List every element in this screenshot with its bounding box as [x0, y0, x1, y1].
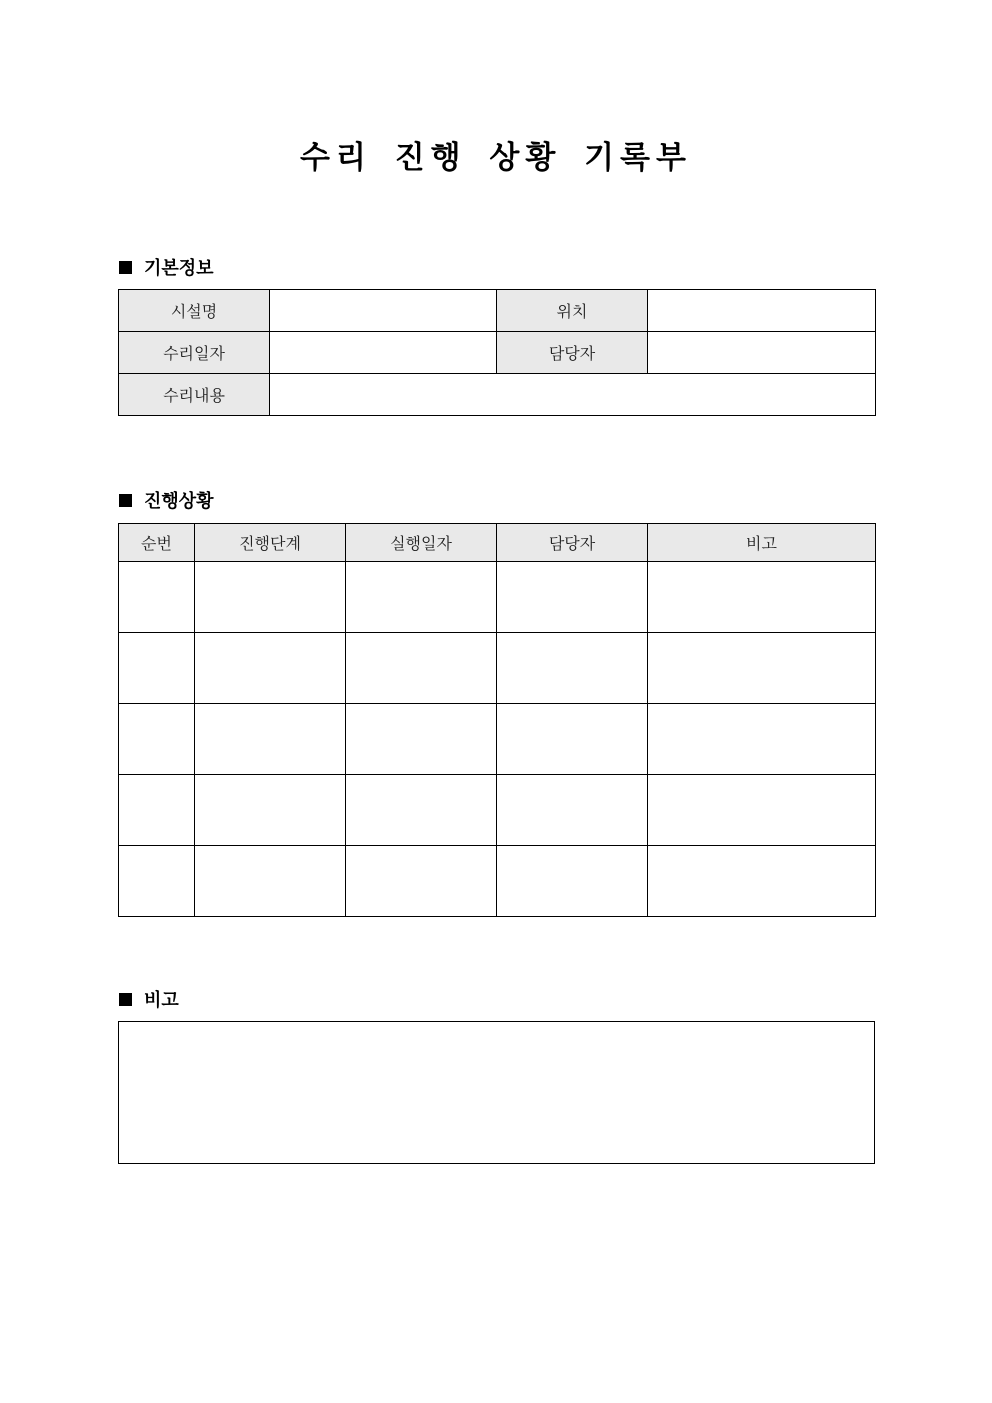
progress-table [118, 523, 876, 917]
cell-seq[interactable] [119, 633, 195, 704]
cell-date[interactable] [346, 562, 497, 633]
document-title: 수리 진행 상황 기록부 [300, 140, 692, 176]
cell-manager[interactable] [497, 633, 648, 704]
facility-name-field[interactable] [270, 290, 497, 332]
cell-remarks[interactable] [648, 633, 876, 704]
table-row [119, 633, 876, 704]
table-row [119, 846, 876, 917]
cell-stage[interactable] [195, 846, 346, 917]
cell-manager[interactable] [497, 704, 648, 775]
cell-stage[interactable] [195, 704, 346, 775]
repair-date-label: 수리일자 [119, 332, 270, 374]
table-row [119, 374, 876, 416]
cell-stage[interactable] [195, 633, 346, 704]
table-row [119, 704, 876, 775]
cell-date[interactable] [346, 704, 497, 775]
cell-date[interactable] [346, 846, 497, 917]
cell-remarks[interactable] [648, 846, 876, 917]
section-heading-progress [119, 487, 214, 513]
section-heading-label: 진행상황 [144, 491, 214, 512]
cell-seq[interactable] [119, 704, 195, 775]
column-header-seq: 순번 [119, 524, 195, 562]
cell-manager[interactable] [497, 562, 648, 633]
table-row [119, 562, 876, 633]
cell-manager[interactable] [497, 846, 648, 917]
square-bullet-icon [119, 993, 132, 1006]
cell-remarks[interactable] [648, 562, 876, 633]
square-bullet-icon [119, 494, 132, 507]
cell-date[interactable] [346, 633, 497, 704]
cell-seq[interactable] [119, 846, 195, 917]
location-label: 위치 [497, 290, 648, 332]
section-heading-remarks [119, 986, 179, 1012]
section-heading-label: 비고 [144, 990, 179, 1011]
cell-manager[interactable] [497, 775, 648, 846]
table-row [119, 332, 876, 374]
table-header-row [119, 524, 876, 562]
cell-seq[interactable] [119, 562, 195, 633]
location-field[interactable] [648, 290, 876, 332]
facility-name-label: 시설명 [119, 290, 270, 332]
cell-remarks[interactable] [648, 775, 876, 846]
repair-date-field[interactable] [270, 332, 497, 374]
cell-remarks[interactable] [648, 704, 876, 775]
square-bullet-icon [119, 261, 132, 274]
cell-date[interactable] [346, 775, 497, 846]
repair-details-label: 수리내용 [119, 374, 270, 416]
table-row [119, 775, 876, 846]
cell-seq[interactable] [119, 775, 195, 846]
column-header-remarks: 비고 [648, 524, 876, 562]
cell-stage[interactable] [195, 775, 346, 846]
cell-stage[interactable] [195, 562, 346, 633]
manager-label: 담당자 [497, 332, 648, 374]
column-header-manager: 담당자 [497, 524, 648, 562]
manager-field[interactable] [648, 332, 876, 374]
section-heading-basic-info [119, 254, 214, 280]
remarks-field[interactable] [118, 1021, 875, 1164]
table-row [119, 290, 876, 332]
column-header-date: 실행일자 [346, 524, 497, 562]
column-header-stage: 진행단계 [195, 524, 346, 562]
section-heading-label: 기본정보 [144, 258, 214, 279]
basic-info-table [118, 289, 876, 416]
repair-details-field[interactable] [270, 374, 876, 416]
